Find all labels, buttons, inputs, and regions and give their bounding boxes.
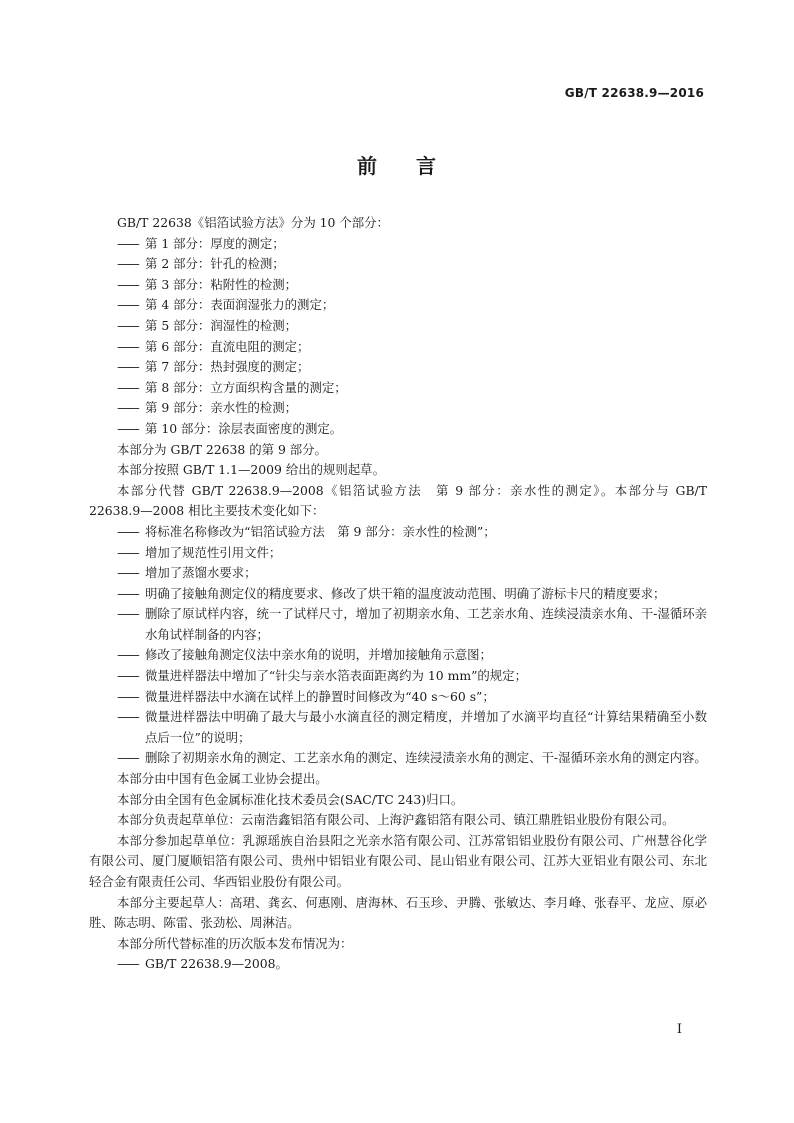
- change-list-item: [89, 645, 707, 666]
- part-item-text: 第 1 部分：厚度的测定；: [145, 235, 285, 251]
- standard-code-header: GB/T 22638.9—2016: [564, 86, 704, 100]
- page-title: [0, 150, 794, 179]
- change-list-item: [89, 666, 707, 687]
- part-list-item: [89, 337, 707, 358]
- change-list-item: [89, 584, 707, 605]
- change-item-text: 增加了规范性引用文件；: [145, 544, 282, 560]
- em-dash: ——: [117, 544, 138, 560]
- intro-paragraph: GB/T 22638《铝箔试验方法》分为 10 个部分：: [117, 215, 389, 230]
- em-dash: ——: [117, 256, 138, 272]
- part-item-text: 第 4 部分：表面润湿张力的测定；: [145, 297, 335, 313]
- em-dash: ——: [117, 379, 138, 395]
- drafting-rules-paragraph: 本部分按照 GB/T 1.1—2009 给出的规则起草。: [117, 462, 385, 478]
- change-list-item: [89, 543, 707, 564]
- history-list-item: [89, 954, 707, 975]
- part-item-text: 第 3 部分：粘附性的检测；: [145, 276, 298, 292]
- part-list-item: [89, 254, 707, 275]
- change-item-text: 微量进样器法中增加了“针尖与亲水箔表面距离约为 10 mm”的规定；: [145, 668, 527, 684]
- participating-units-paragraph: 本部分参加起草单位：乳源瑶族自治县阳之光亲水箔有限公司、江苏常铝铝业股份有限公司、广州慧谷化学有限公司、厦门厦顺铝箔有限公司、贵州中铝铝业有限公司、昆山铝业有限公司、江苏大亚铝业有限公司、东北轻合金有限责任公司、华西铝业股份有限公司。: [89, 832, 707, 889]
- part-item-text: 第 7 部分：热封强度的测定；: [145, 359, 310, 375]
- em-dash: ——: [117, 956, 138, 972]
- change-list-item: [89, 687, 707, 708]
- change-item-text: 删除了初期亲水角的测定、工艺亲水角的测定、连续浸渍亲水角的测定、干-湿循环亲水角的测定内容。: [145, 750, 707, 766]
- em-dash: ——: [117, 565, 138, 581]
- part-item-text: 第 6 部分：直流电阻的测定；: [145, 338, 310, 354]
- part-list-item: [89, 234, 707, 255]
- title-char-2: 言: [416, 154, 437, 178]
- part-item-text: 第 10 部分：涂层表面密度的测定。: [145, 420, 343, 436]
- managed-by-paragraph: 本部分由全国有色金属标准化技术委员会(SAC/TC 243)归口。: [117, 791, 464, 807]
- em-dash: ——: [117, 317, 138, 333]
- change-list-item: [89, 748, 707, 769]
- part-list-item: [89, 357, 707, 378]
- title-char-1: 前: [357, 154, 378, 178]
- foreword-body: [89, 213, 707, 975]
- em-dash: ——: [117, 606, 138, 622]
- part-item-text: 第 8 部分：立方面织构含量的测定；: [145, 379, 347, 395]
- part-list-item: [89, 316, 707, 337]
- change-item-text: 微量进样器法中明确了最大与最小水滴直径的测定精度，并增加了水滴平均直径“计算结果精确至小数点后一位”的说明；: [145, 709, 707, 745]
- change-list-item: [89, 707, 707, 748]
- change-item-text: 将标准名称修改为“铝箔试验方法 第 9 部分：亲水性的检测”；: [145, 523, 496, 539]
- em-dash: ——: [117, 523, 138, 539]
- part-list-item: [89, 378, 707, 399]
- part-list-item: [89, 398, 707, 419]
- em-dash: ——: [117, 338, 138, 354]
- change-item-text: 修改了接触角测定仪法中亲水角的说明，并增加接触角示意图；: [145, 647, 492, 663]
- part-list-item: [89, 275, 707, 296]
- em-dash: ——: [117, 420, 138, 436]
- em-dash: ——: [117, 297, 138, 313]
- em-dash: ——: [117, 688, 138, 704]
- main-drafters-paragraph: 本部分主要起草人：高珺、龚玄、何惠刚、唐海林、石玉珍、尹腾、张敏达、李月峰、张春平、龙应、原必胜、陈志明、陈雷、张劲松、周淋洁。: [89, 894, 707, 931]
- page-number: I: [676, 1022, 682, 1037]
- part-item-text: 第 2 部分：针孔的检测；: [145, 256, 285, 272]
- history-intro-paragraph: 本部分所代替标准的历次版本发布情况为：: [117, 935, 353, 951]
- change-item-text: 明确了接触角测定仪的精度要求、修改了烘干箱的温度波动范围、明确了游标卡尺的精度要求；: [145, 585, 666, 601]
- em-dash: ——: [117, 668, 138, 684]
- responsible-units-paragraph: 本部分负责起草单位：云南浩鑫铝箔有限公司、上海沪鑫铝箔有限公司、镇江鼎胜铝业股份有限公司。: [117, 812, 675, 828]
- part-list-item: [89, 419, 707, 440]
- em-dash: ——: [117, 585, 138, 601]
- replaces-paragraph: 本部分代替 GB/T 22638.9—2008《铝箔试验方法 第 9 部分：亲水性的测定》。本部分与 GB/T 22638.9—2008 相比主要技术变化如下：: [89, 482, 707, 519]
- em-dash: ——: [117, 359, 138, 375]
- change-list-item: [89, 604, 707, 645]
- change-item-text: 删除了原试样内容，统一了试样尺寸，增加了初期亲水角、工艺亲水角、连续浸渍亲水角、干-湿循环亲水角试样制备的内容；: [145, 606, 707, 642]
- change-list-item: [89, 563, 707, 584]
- proposed-by-paragraph: 本部分由中国有色金属工业协会提出。: [117, 771, 328, 787]
- em-dash: ——: [117, 235, 138, 251]
- change-list-item: [89, 522, 707, 543]
- em-dash: ——: [117, 647, 138, 663]
- change-item-text: 微量进样器法中水滴在试样上的静置时间修改为“40 s～60 s”；: [145, 688, 495, 704]
- part-item-text: 第 9 部分：亲水性的检测；: [145, 400, 298, 416]
- part-item-text: 第 5 部分：润湿性的检测；: [145, 317, 298, 333]
- history-item-text: GB/T 22638.9—2008。: [145, 956, 288, 972]
- change-item-text: 增加了蒸馏水要求；: [145, 565, 257, 581]
- em-dash: ——: [117, 276, 138, 292]
- part-list-item: [89, 295, 707, 316]
- em-dash: ——: [117, 750, 138, 766]
- part-of-paragraph: 本部分为 GB/T 22638 的第 9 部分。: [117, 441, 327, 457]
- em-dash: ——: [117, 709, 138, 725]
- em-dash: ——: [117, 400, 138, 416]
